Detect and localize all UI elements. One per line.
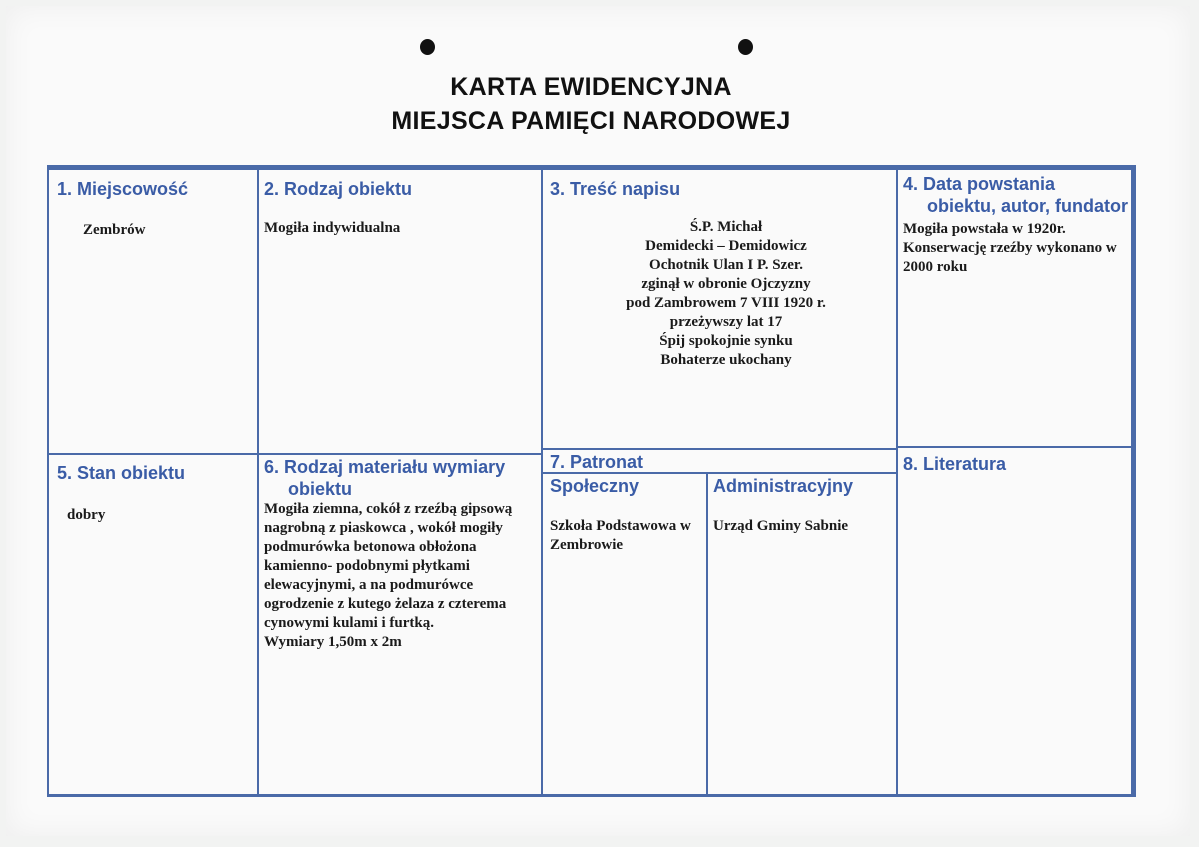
header-patronat: 7. Patronat	[550, 452, 644, 472]
value-miejscowosc: Zembrów	[83, 222, 146, 238]
header-literatura: 8. Literatura	[903, 454, 1007, 474]
title-line-2: MIEJSCA PAMIĘCI NARODOWEJ	[391, 107, 791, 135]
divider	[541, 448, 896, 450]
cell-patronat	[550, 451, 890, 473]
value-rodzaj-obiektu: Mogiła indywidualna	[264, 220, 401, 236]
cell-rodzaj-obiektu	[264, 178, 534, 238]
inscription-line: Ochotnik Ulan I P. Szer.	[649, 257, 803, 273]
header-administracyjny: Administracyjny	[713, 476, 854, 496]
inscription-line: Śpij spokojnie synku	[659, 333, 793, 349]
inscription-line: pod Zambrowem 7 VIII 1920 r.	[626, 295, 826, 311]
header-tresc-napisu: 3. Treść napisu	[550, 179, 681, 199]
header-rodzaj-obiektu: 2. Rodzaj obiektu	[264, 179, 413, 199]
punch-hole-left	[420, 39, 435, 55]
header-material: 6. Rodzaj materiału wymiary obiektu	[264, 457, 506, 499]
cell-patronat-spoleczny	[550, 475, 702, 555]
cell-data-powstania	[903, 173, 1128, 277]
divider	[896, 446, 1131, 448]
header-data-powstania: 4. Data powstania obiektu, autor, fundator	[903, 174, 1128, 216]
value-data-powstania-1: Mogiła powstała w 1920r.	[903, 221, 1066, 237]
divider	[49, 453, 541, 455]
cell-literatura	[903, 453, 1128, 475]
document-title	[6, 70, 1176, 138]
value-administracyjny: Urząd Gminy Sabnie	[713, 518, 849, 534]
cell-tresc-napisu	[550, 178, 890, 370]
cell-material	[264, 456, 540, 652]
title-line-1: KARTA EWIDENCYJNA	[450, 73, 732, 101]
cell-miejscowosc	[57, 178, 252, 240]
inscription-line: zginął w obronie Ojczyzny	[641, 276, 811, 292]
inscription-line: Bohaterze ukochany	[660, 352, 792, 368]
record-table	[47, 165, 1136, 797]
inscription-line: Demidecki – Demidowicz	[645, 238, 807, 254]
inscription-line: przeżywszy lat 17	[669, 314, 783, 330]
value-wymiary: Wymiary 1,50m x 2m	[264, 634, 402, 650]
cell-stan-obiektu	[57, 462, 252, 525]
punch-hole-right	[738, 39, 753, 55]
divider	[541, 170, 543, 794]
header-spoleczny: Społeczny	[550, 476, 640, 496]
inscription-line: Ś.P. Michał	[689, 219, 763, 235]
value-stan-obiektu: dobry	[67, 507, 106, 523]
inscription-text	[550, 218, 902, 370]
header-stan-obiektu: 5. Stan obiektu	[57, 463, 186, 483]
divider	[257, 170, 259, 794]
cell-patronat-administracyjny	[713, 475, 893, 536]
header-miejscowosc: 1. Miejscowość	[57, 179, 189, 199]
divider	[706, 472, 708, 794]
value-spoleczny: Szkoła Podstawowa w Zembrowie	[550, 518, 691, 553]
value-data-powstania-2: Konserwację rzeźby wykonano w 2000 roku	[903, 240, 1117, 275]
value-material: Mogiła ziemna, cokół z rzeźbą gipsową nagrobną z piaskowca , wokół mogiły podmurówka betonowa obłożona kamienno- podobnymi płytkami elewacyjnymi, a na podmurówce ogrodzenie z kutego żelaza z czterema cynowymi kulami i furtką.	[264, 501, 513, 631]
document-sheet	[6, 6, 1190, 836]
